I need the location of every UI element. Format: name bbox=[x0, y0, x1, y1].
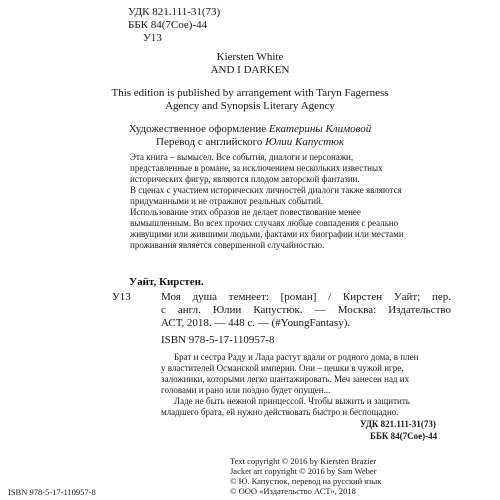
translation-credit-name: Юлии Капустюк bbox=[265, 136, 344, 148]
catalog-line: с англ. Юлии Капустюк. — Москва: Издательство bbox=[161, 304, 451, 316]
arrangement-line-1: This edition is published by arrangement with Taryn Fagerness bbox=[111, 87, 389, 99]
catalog-line: Моя душа темнеет: [роман] / Кирстен Уайт; пер. bbox=[161, 291, 451, 303]
original-author: Kiersten White bbox=[216, 51, 284, 63]
arrangement-line-2: Agency and Synopsis Literary Agency bbox=[165, 100, 335, 112]
disclaimer-line: проживания является совершенной случайностью. bbox=[130, 240, 325, 250]
design-credit bbox=[0, 123, 500, 136]
annotation bbox=[161, 352, 418, 418]
copyright-block bbox=[230, 456, 381, 496]
udk-top: УДК 821.111-31(73) bbox=[128, 6, 221, 18]
annotation-line: Брат и сестра Раду и Лада растут вдали от родного дома, в плен bbox=[174, 352, 419, 362]
design-credit-name: Екатерины Климовой bbox=[268, 123, 372, 135]
disclaimer-line: придуманными и не отражают реальных событий. bbox=[130, 196, 324, 206]
copyright-line: © Ю. Капустюк, перевод на русский язык bbox=[230, 476, 382, 486]
annotation-line: заложники, которыми легко шантажировать. Меч занесен над их bbox=[161, 374, 410, 384]
udk-bottom: УДК 821.111-31(73) bbox=[360, 419, 436, 429]
disclaimer-line: исторических фигур, являются плодом авторской фантазии. bbox=[130, 174, 360, 184]
disclaimer-line: В сценах с участием исторических личностей диалоги также являются bbox=[130, 185, 402, 195]
bbk-bottom: ББК 84(7Сое)-44 bbox=[370, 431, 438, 441]
code-top: У13 bbox=[143, 32, 162, 44]
catalog-description bbox=[161, 291, 451, 330]
copyright-line: Text copyright © 2016 by Kiersten Brazier bbox=[230, 456, 377, 466]
catalog-isbn: ISBN 978-5-17-110957-8 bbox=[161, 334, 275, 346]
translation-credit-prefix: Перевод с английского bbox=[156, 136, 266, 148]
disclaimer-line: представленные в романе, за исключением нескольких известных bbox=[130, 163, 383, 173]
annotation-line: младшего брата, ей нужно действовать быстро и беспощадно. bbox=[161, 407, 399, 417]
disclaimer-line: Эта книга – вымысел. Все события, диалоги и персонажи, bbox=[130, 152, 354, 162]
design-credit-prefix: Художественное оформление bbox=[128, 123, 269, 135]
disclaimer-note bbox=[130, 152, 420, 251]
original-title: AND I DARKEN bbox=[210, 64, 290, 76]
footer-isbn: ISBN 978-5-17-110957-8 bbox=[8, 487, 96, 497]
disclaimer-line: вымышленным. Во всех прочих случаях любые совпадения с реально bbox=[130, 218, 399, 228]
bbk-top: ББК 84(7Сое)-44 bbox=[128, 19, 208, 31]
copyright-line: Jacket art copyright © 2016 by Sam Weber bbox=[230, 466, 377, 476]
catalog-author-heading: Уайт, Кирстен. bbox=[129, 276, 204, 288]
disclaimer-line: Использование этих образов не делает повествование менее bbox=[130, 207, 361, 217]
annotation-line: Ладе не быть нежной принцессой. Чтобы выжить и защитить bbox=[174, 396, 410, 406]
annotation-line: у властителей Османской империи. Они – пешки в чужой игре, bbox=[161, 363, 404, 373]
annotation-line: головами и рано или поздно будет опущен... bbox=[161, 385, 331, 395]
catalog-code: У13 bbox=[112, 291, 131, 303]
catalog-line: АСТ, 2018. — 448 с. — (#YoungFantasy). bbox=[161, 317, 351, 329]
copyright-line: © ООО «Издательство АСТ», 2018 bbox=[230, 486, 356, 496]
disclaimer-line: живущими или жившими людьми, фактами их биографии или местами bbox=[130, 229, 404, 239]
translation-credit bbox=[0, 136, 500, 149]
